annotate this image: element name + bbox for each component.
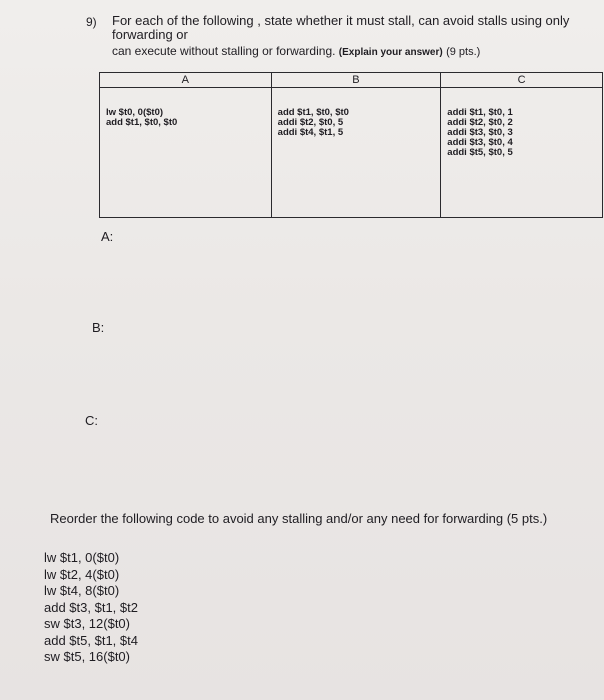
answer-label-c: C: bbox=[85, 413, 98, 428]
list-item: add $t3, $t1, $t2 bbox=[44, 599, 138, 615]
code-line: addi $t5, $t0, 5 bbox=[447, 147, 513, 158]
code-line: addi $t4, $t1, 5 bbox=[277, 127, 344, 138]
question-text-line-1: For each of the following , state whether it must stall, can avoid stalls using only bbox=[112, 13, 570, 28]
code-line: lw $t0, 0($t0) bbox=[106, 107, 164, 118]
list-item: lw $t2, 4($t0) bbox=[44, 566, 120, 582]
reorder-code-list bbox=[44, 550, 138, 666]
code-line: add $t1, $t0, $t0 bbox=[277, 107, 349, 118]
list-item: add $t5, $t1, $t4 bbox=[44, 632, 138, 648]
code-line: addi $t2, $t0, 5 bbox=[277, 117, 344, 128]
answer-label-b: B: bbox=[92, 320, 105, 335]
code-line: addi $t2, $t0, 2 bbox=[447, 117, 513, 128]
table-header-row bbox=[100, 73, 603, 88]
list-item: sw $t3, 12($t0) bbox=[44, 616, 130, 631]
question-text-line-3-main: can execute without stalling or forwarding. bbox=[112, 44, 336, 58]
code-line: add $t1, $t0, $t0 bbox=[106, 117, 178, 128]
list-item: sw $t5, 16($t0) bbox=[44, 649, 130, 664]
question-points: (9 pts.) bbox=[446, 46, 481, 58]
table-header-b: B bbox=[271, 73, 441, 88]
question-text-line-3 bbox=[112, 45, 480, 59]
list-item: lw $t4, 8($t0) bbox=[44, 583, 120, 598]
question-text-line-2: forwarding or bbox=[112, 27, 188, 42]
table-cell-a bbox=[100, 88, 272, 218]
code-line: addi $t1, $t0, 1 bbox=[447, 107, 513, 118]
table-row bbox=[100, 88, 603, 218]
answer-label-a: A: bbox=[101, 229, 114, 244]
reorder-question: Reorder the following code to avoid any stalling and/or any need for forwarding (5 pts.) bbox=[50, 511, 548, 526]
table-cell-c bbox=[441, 88, 603, 218]
table-header-a: A bbox=[100, 73, 272, 88]
code-comparison-table bbox=[99, 72, 603, 218]
list-item: lw $t1, 0($t0) bbox=[44, 550, 120, 565]
explain-instruction: (Explain your answer) bbox=[338, 47, 443, 58]
table-header-c: C bbox=[441, 73, 603, 88]
question-number: 9) bbox=[86, 15, 97, 29]
code-line: addi $t3, $t0, 4 bbox=[447, 137, 513, 148]
table-cell-b bbox=[271, 88, 441, 218]
code-line: addi $t3, $t0, 3 bbox=[447, 127, 513, 138]
